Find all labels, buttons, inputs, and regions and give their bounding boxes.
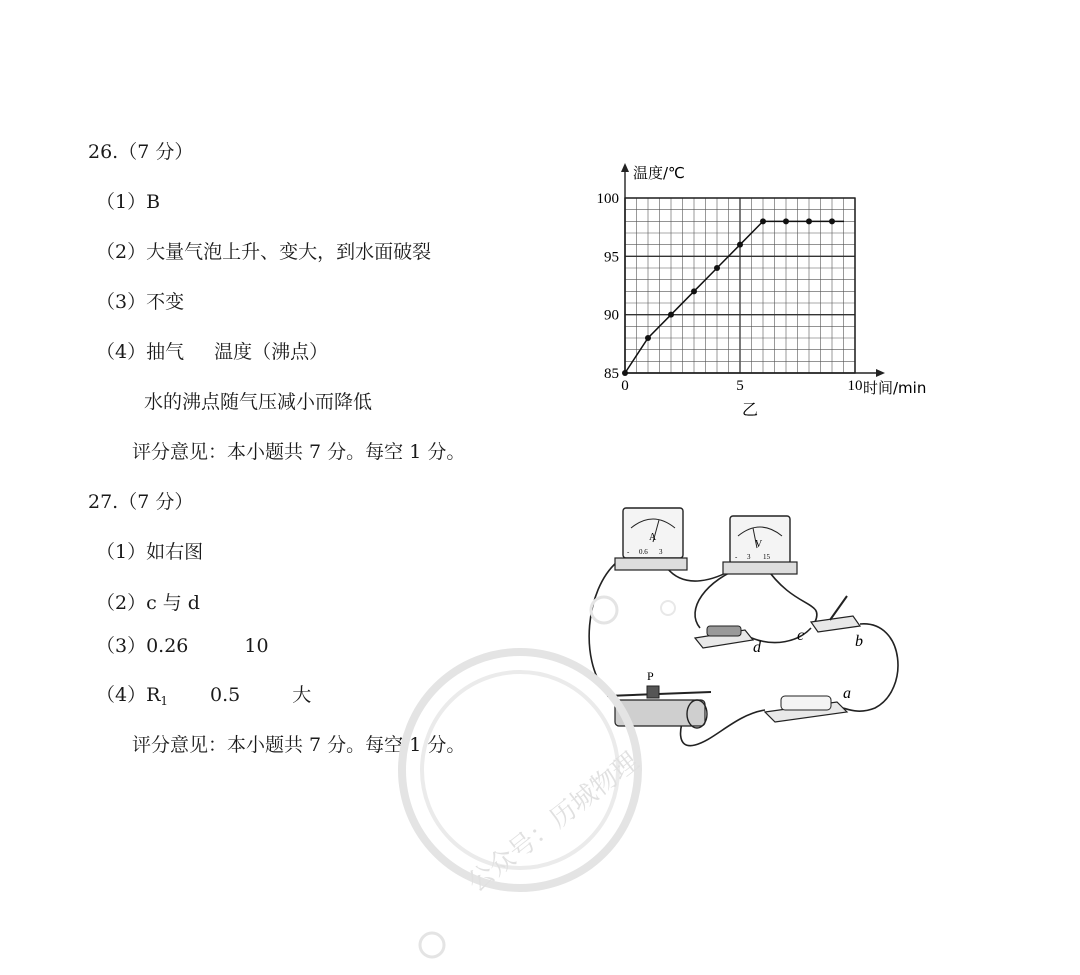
label-d: d: [753, 639, 761, 656]
q27-answer-4-second: 0.5: [210, 684, 241, 706]
q26-answer-2: （2）大量气泡上升、变大，到水面破裂: [96, 241, 432, 263]
y-tick-label: 100: [596, 191, 619, 207]
q26-answer-4-continuation: 水的沸点随气压减小而降低: [144, 391, 373, 413]
temperature-time-chart: [570, 150, 950, 420]
label-a: a: [843, 685, 851, 702]
q26-answer-4-first: （4）抽气: [96, 341, 185, 363]
label-b: b: [855, 633, 863, 650]
label-c: c: [797, 627, 805, 644]
watermark-small-circle-2: [656, 596, 680, 620]
data-point: [645, 335, 651, 341]
y-tick-label: 90: [604, 307, 619, 324]
x-axis-arrow: [876, 369, 885, 377]
series-line: [625, 221, 844, 373]
q27-answer-1: （1）如右图: [96, 541, 204, 563]
q26-answer-1: （1）B: [96, 191, 161, 213]
ammeter-terminal-0-6: 0.6: [639, 548, 648, 556]
voltmeter-letter: V: [755, 539, 763, 550]
ammeter-terminal-neg: -: [627, 548, 630, 556]
q27-scoring: 评分意见：本小题共 7 分。每空 1 分。: [132, 734, 466, 756]
ammeter-letter: A: [649, 532, 657, 543]
chart-grid: [625, 198, 855, 373]
x-tick-label: 5: [736, 378, 744, 394]
voltmeter-terminal-3: 3: [747, 553, 751, 561]
voltmeter-terminal-neg: -: [735, 553, 738, 561]
ammeter-terminal-3: 3: [659, 548, 663, 556]
data-point: [737, 242, 743, 248]
y-axis-arrow: [621, 163, 629, 172]
ammeter: [615, 508, 687, 570]
q27-answer-2: （2）c 与 d: [96, 592, 200, 614]
q27-answer-3-second: 10: [244, 635, 269, 657]
y-tick-label: 95: [604, 249, 619, 266]
q27-answer-4-third: 大: [292, 684, 312, 706]
rheostat: [607, 669, 711, 728]
data-point: [760, 218, 766, 224]
data-point: [691, 288, 697, 294]
watermark-small-circle-1: [584, 590, 624, 630]
q26-answer-3: （3）不变: [96, 291, 185, 313]
q27-answer-4: [96, 686, 311, 707]
q27-answer-3: [96, 637, 269, 656]
q27-answer-4-first: （4）R: [96, 684, 161, 706]
data-point: [622, 370, 628, 376]
q26-answer-4-second: 温度（沸点）: [214, 341, 329, 363]
chart-series: [622, 218, 844, 376]
slider-label-p: P: [647, 669, 654, 683]
circuit-diagram: [575, 500, 915, 780]
data-point: [783, 218, 789, 224]
data-point: [714, 265, 720, 271]
y-tick-label: 85: [604, 366, 619, 382]
data-point: [806, 218, 812, 224]
chart-caption: 乙: [741, 400, 759, 419]
data-point: [829, 218, 835, 224]
watermark-text: 公众号：历城物理: [462, 746, 645, 899]
wire-switch-battery: [843, 624, 898, 711]
chart-axes: [621, 163, 885, 377]
q27-answer-4-subscript: 1: [160, 694, 169, 708]
q27-header: 27.（7 分）: [88, 491, 194, 513]
q26-answer-4: [96, 343, 328, 362]
x-tick-label: 10: [847, 378, 863, 394]
x-tick-label: 0: [621, 378, 629, 394]
watermark-small-circle-3: [414, 927, 450, 963]
q26-scoring: 评分意见：本小题共 7 分。每空 1 分。: [132, 441, 466, 463]
data-point: [668, 312, 674, 318]
q27-answer-3-first: （3）0.26: [96, 635, 189, 657]
y-axis-label: 温度/℃: [633, 164, 685, 182]
voltmeter-terminal-15: 15: [763, 553, 770, 561]
q26-header: 26.（7 分）: [88, 141, 194, 163]
voltmeter: [723, 516, 797, 574]
battery-a: [765, 685, 851, 722]
resistor-d: [695, 626, 762, 656]
x-axis-label: 时间/min: [863, 379, 927, 397]
